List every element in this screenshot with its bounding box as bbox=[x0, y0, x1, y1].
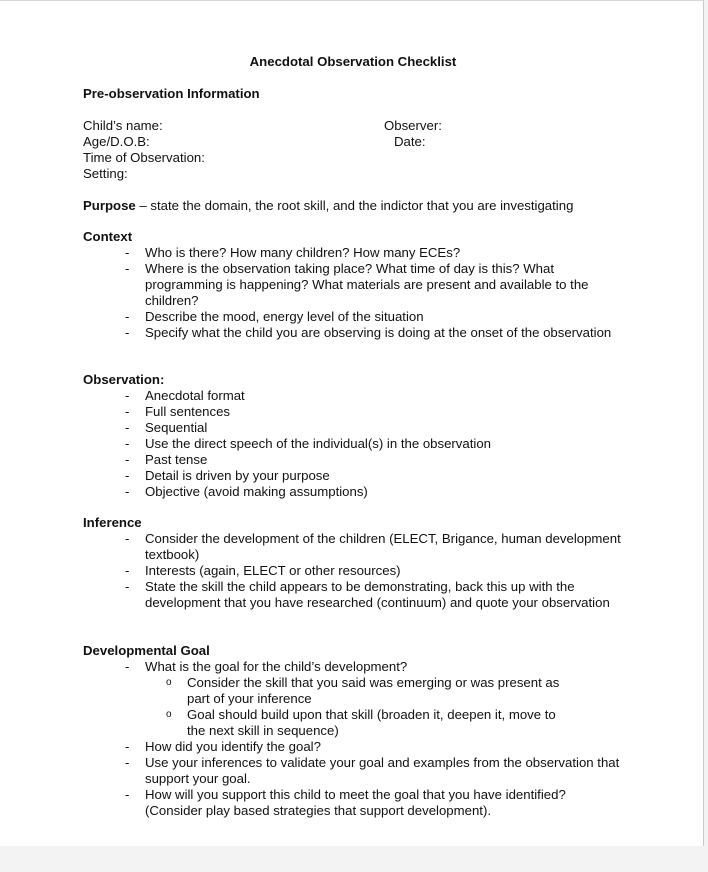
time-of-observation-label: Time of Observation: bbox=[83, 150, 205, 165]
document-title: Anecdotal Observation Checklist bbox=[249, 54, 457, 69]
sublist-item-text: o Goal should build upon that skill (broaden it, deepen it, move to the next skill in sequence) bbox=[187, 707, 556, 738]
list-item: - Where is the observation taking place? What time of day is this? What programming is happening? What materials are present and available to the children? bbox=[83, 261, 625, 309]
context-heading: Context bbox=[83, 229, 133, 244]
observation-heading: Observation: bbox=[83, 372, 165, 387]
list-item: - Interests (again, ELECT or other resources) bbox=[83, 563, 625, 579]
sublist-item bbox=[83, 675, 575, 707]
list-item: - Anecdotal format bbox=[83, 388, 625, 404]
list-item: - Use your inferences to validate your goal and examples from the observation that support your goal. bbox=[83, 755, 625, 787]
setting-label: Setting: bbox=[83, 166, 128, 181]
list-item: - Full sentences bbox=[83, 404, 625, 420]
developmental-goal-heading: Developmental Goal bbox=[83, 643, 210, 658]
list-item: - Past tense bbox=[83, 452, 625, 468]
goal-sublist bbox=[145, 675, 625, 739]
purpose-line bbox=[83, 198, 573, 214]
purpose-text: – state the domain, the root skill, and the indictor that you are investigating bbox=[135, 198, 574, 213]
observer-label: Observer: bbox=[384, 118, 442, 133]
list-item: - How did you identify the goal? bbox=[83, 739, 625, 755]
observation-list bbox=[83, 388, 625, 500]
date-label: Date: bbox=[394, 134, 426, 149]
list-item: - Detail is driven by your purpose bbox=[83, 468, 625, 484]
pre-observation-heading: Pre-observation Information bbox=[83, 86, 260, 101]
list-item: - Who is there? How many children? How many ECEs? bbox=[83, 245, 625, 261]
list-item bbox=[83, 659, 625, 739]
list-item: - Use the direct speech of the individual(s) in the observation bbox=[83, 436, 625, 452]
list-item: - State the skill the child appears to be demonstrating, back this up with the development that you have researched (continuum) and quote your observation bbox=[83, 579, 625, 611]
list-item: - Objective (avoid making assumptions) bbox=[83, 484, 625, 500]
list-item: - Specify what the child you are observing is doing at the onset of the observation bbox=[83, 325, 625, 341]
purpose-label: Purpose bbox=[83, 198, 136, 213]
list-item: - Consider the development of the children (ELECT, Brigance, human development textbook) bbox=[83, 531, 625, 563]
sublist-item bbox=[83, 707, 575, 739]
list-item: - Describe the mood, energy level of the situation bbox=[83, 309, 625, 325]
goal-item-text: What is the goal for the child’s development? bbox=[145, 659, 408, 674]
developmental-goal-list bbox=[83, 659, 625, 819]
list-item: - Sequential bbox=[83, 420, 625, 436]
list-item: - How will you support this child to meet the goal that you have identified? (Consider play based strategies that support development). bbox=[83, 787, 625, 819]
context-list bbox=[83, 245, 625, 341]
inference-list bbox=[83, 531, 625, 611]
childs-name-label: Child’s name: bbox=[83, 118, 163, 133]
sublist-item-text: o Consider the skill that you said was emerging or was present as part of your inference bbox=[187, 675, 560, 706]
inference-heading: Inference bbox=[83, 515, 142, 530]
age-dob-label: Age/D.O.B: bbox=[83, 134, 150, 149]
